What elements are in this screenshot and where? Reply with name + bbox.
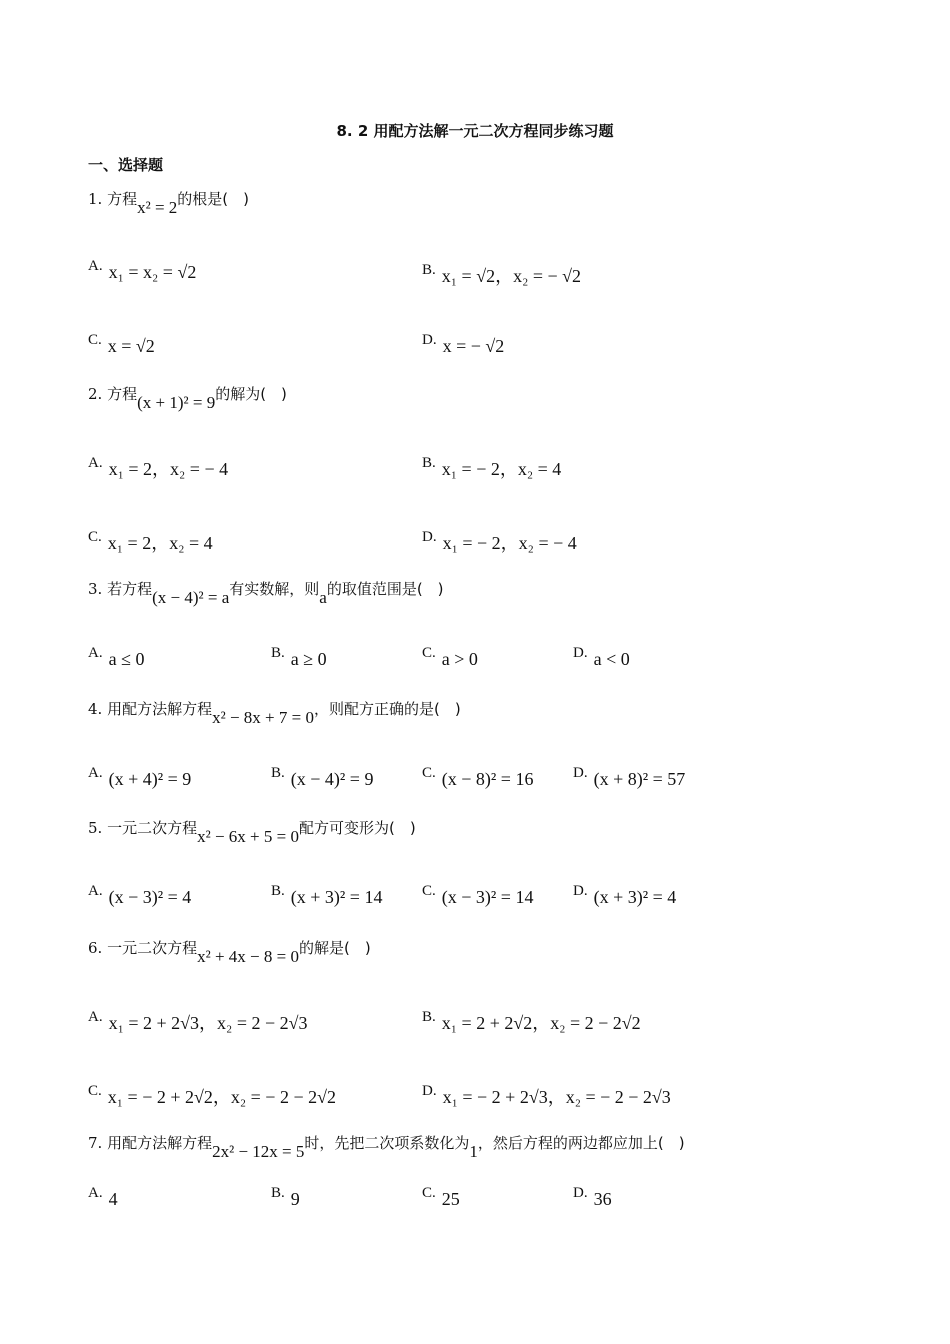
- option-value: x₁ = − 2 + 2√2，x₂ = − 2 − 2√2: [107, 1087, 336, 1107]
- option-3c: [422, 645, 478, 670]
- option-label: C.: [88, 529, 102, 545]
- option-label: A.: [88, 765, 103, 781]
- option-6a: [88, 1009, 308, 1035]
- option-3d: [573, 645, 630, 670]
- option-value: (x + 8)² = 57: [593, 769, 686, 789]
- option-label: D.: [573, 765, 588, 781]
- question-tail-2: 的取值范围是( ): [326, 580, 444, 598]
- option-6d: [422, 1083, 671, 1109]
- question-tail: 的解为( ): [215, 385, 287, 403]
- option-label: B.: [422, 262, 436, 278]
- question-math-2: a: [319, 588, 327, 607]
- question-tail: 有实数解，则: [229, 580, 320, 598]
- question-5: [88, 817, 416, 846]
- question-stem: 用配方法解方程: [107, 1134, 213, 1152]
- option-5b: [271, 883, 383, 908]
- option-2d: [422, 529, 577, 555]
- option-label: B.: [271, 645, 285, 661]
- question-math: x² + 4x − 8 = 0: [197, 947, 299, 966]
- question-stem: 用配方法解方程: [107, 700, 213, 718]
- option-2a: [88, 455, 228, 481]
- option-label: B.: [422, 455, 436, 471]
- question-number: 3.: [88, 580, 103, 598]
- option-value: a ≥ 0: [290, 649, 327, 669]
- question-number: 1.: [88, 190, 103, 208]
- section-heading: 一、选择题: [88, 156, 164, 174]
- question-number: 6.: [88, 939, 103, 957]
- option-label: B.: [271, 883, 285, 899]
- question-stem: 方程: [107, 385, 138, 403]
- option-value: a < 0: [593, 649, 630, 669]
- option-1a: [88, 258, 197, 283]
- option-7b: [271, 1185, 300, 1210]
- option-label: D.: [573, 883, 588, 899]
- option-label: D.: [422, 332, 437, 348]
- option-label: D.: [422, 529, 437, 545]
- option-label: C.: [88, 332, 102, 348]
- option-label: A.: [88, 455, 103, 471]
- page-title: 8. 2 用配方法解一元二次方程同步练习题: [336, 122, 614, 140]
- option-label: A.: [88, 1009, 103, 1025]
- option-label: A.: [88, 645, 103, 661]
- question-stem: 若方程: [107, 580, 153, 598]
- question-tail-2: ，然后方程的两边都应加上( ): [477, 1134, 685, 1152]
- option-5d: [573, 883, 677, 908]
- question-tail: 时，先把二次项系数化为: [304, 1134, 470, 1152]
- question-7: [88, 1132, 685, 1161]
- option-2c: [88, 529, 213, 555]
- option-3a: [88, 645, 145, 670]
- question-tail: 的解是( ): [298, 939, 371, 957]
- question-stem: 一元二次方程: [107, 819, 198, 837]
- option-value: 4: [108, 1189, 118, 1209]
- option-value: (x + 3)² = 4: [593, 887, 677, 907]
- option-3b: [271, 645, 327, 670]
- option-label: B.: [271, 1185, 285, 1201]
- option-label: D.: [573, 645, 588, 661]
- option-label: D.: [422, 1083, 437, 1099]
- option-value: x₁ = − 2，x₂ = − 4: [442, 533, 577, 553]
- option-4a: [88, 765, 192, 790]
- option-1d: [422, 332, 505, 357]
- option-label: A.: [88, 258, 103, 274]
- question-2: [88, 383, 287, 412]
- option-value: (x − 3)² = 4: [108, 887, 192, 907]
- option-5c: [422, 883, 534, 908]
- option-label: D.: [573, 1185, 588, 1201]
- question-number: 7.: [88, 1134, 103, 1152]
- question-tail: 配方可变形为( ): [298, 819, 416, 837]
- option-label: C.: [88, 1083, 102, 1099]
- option-value: a ≤ 0: [108, 649, 145, 669]
- option-4d: [573, 765, 686, 790]
- option-value: 25: [441, 1189, 460, 1209]
- option-7c: [422, 1185, 460, 1210]
- option-value: 36: [593, 1189, 612, 1209]
- question-math-2: 1: [469, 1142, 478, 1161]
- question-math: (x − 4)² = a: [152, 588, 230, 607]
- option-value: x₁ = 2，x₂ = 4: [107, 533, 213, 553]
- question-math: 2x² − 12x = 5: [212, 1142, 305, 1161]
- option-value: x₁ = − 2 + 2√3，x₂ = − 2 − 2√3: [442, 1087, 671, 1107]
- option-label: A.: [88, 1185, 103, 1201]
- question-stem: 一元二次方程: [107, 939, 198, 957]
- question-6: [88, 937, 371, 966]
- question-tail: 的根是( ): [177, 190, 250, 208]
- option-label: C.: [422, 1185, 436, 1201]
- option-value: x₁ = 2，x₂ = − 4: [108, 459, 229, 479]
- option-7a: [88, 1185, 118, 1210]
- option-value: (x − 4)² = 9: [290, 769, 374, 789]
- option-value: 9: [290, 1189, 300, 1209]
- option-6b: [422, 1009, 641, 1035]
- option-2b: [422, 455, 561, 481]
- option-6c: [88, 1083, 336, 1109]
- option-label: B.: [271, 765, 285, 781]
- question-math: x² = 2: [137, 198, 178, 217]
- option-label: A.: [88, 883, 103, 899]
- question-tail: ，则配方正确的是( ): [313, 700, 461, 718]
- option-value: x₁ = − 2，x₂ = 4: [441, 459, 562, 479]
- option-label: C.: [422, 645, 436, 661]
- option-value: x₁ = 2 + 2√2，x₂ = 2 − 2√2: [441, 1013, 641, 1033]
- question-stem: 方程: [107, 190, 138, 208]
- option-value: x = − √2: [442, 336, 505, 356]
- option-value: x₁ = 2 + 2√3，x₂ = 2 − 2√3: [108, 1013, 308, 1033]
- option-label: C.: [422, 883, 436, 899]
- option-1b: [422, 262, 581, 288]
- option-value: (x + 3)² = 14: [290, 887, 383, 907]
- option-label: C.: [422, 765, 436, 781]
- option-value: (x − 3)² = 14: [441, 887, 534, 907]
- option-value: x₁ = √2，x₂ = − √2: [441, 266, 582, 286]
- option-value: x = √2: [107, 336, 155, 356]
- option-value: (x + 4)² = 9: [108, 769, 192, 789]
- option-value: (x − 8)² = 16: [441, 769, 534, 789]
- question-3: [88, 578, 444, 607]
- option-value: a > 0: [441, 649, 478, 669]
- question-1: [88, 188, 250, 217]
- question-math: x² − 8x + 7 = 0: [212, 708, 314, 727]
- option-7d: [573, 1185, 612, 1210]
- option-label: B.: [422, 1009, 436, 1025]
- question-number: 2.: [88, 385, 103, 403]
- option-4c: [422, 765, 534, 790]
- option-4b: [271, 765, 374, 790]
- question-number: 5.: [88, 819, 103, 837]
- question-math: x² − 6x + 5 = 0: [197, 827, 299, 846]
- question-4: [88, 698, 461, 727]
- option-1c: [88, 332, 155, 357]
- option-5a: [88, 883, 192, 908]
- question-number: 4.: [88, 700, 103, 718]
- question-math: (x + 1)² = 9: [137, 393, 216, 412]
- option-value: x₁ = x₂ = √2: [108, 262, 197, 282]
